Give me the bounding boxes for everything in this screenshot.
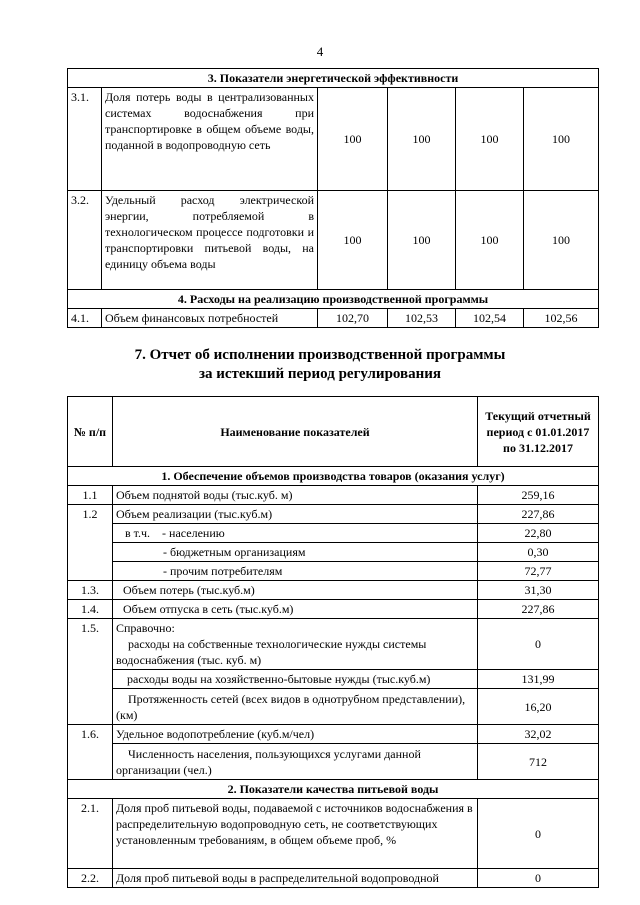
table-row	[68, 562, 599, 581]
table-row	[68, 744, 599, 780]
value-cell: 100	[456, 191, 524, 290]
value-cell: 100	[388, 88, 456, 191]
value-cell: 31,30	[478, 581, 599, 600]
row-description: Удельный расход электрической энергии, потребляемой в технологическом процессе подготовки и транспортировки питьевой воды, на единицу объема воды	[102, 191, 318, 290]
row-number: 1.3.	[68, 581, 113, 600]
value-cell: 0	[478, 619, 599, 670]
section-1-title: 1. Обеспечение объемов производства товаров (оказания услуг)	[68, 467, 599, 486]
value-cell: 0	[478, 799, 599, 869]
value-cell: 100	[524, 191, 599, 290]
row-number: 1.1	[68, 486, 113, 505]
table-row	[68, 600, 599, 619]
table-row	[68, 486, 599, 505]
value-cell: 102,53	[388, 309, 456, 328]
section-4-row	[68, 290, 599, 309]
value-cell: 0,30	[478, 543, 599, 562]
row-name: - прочим потребителям	[113, 562, 478, 581]
table-row	[68, 88, 599, 191]
row-number	[68, 524, 113, 543]
table-row	[68, 869, 599, 888]
row-name	[113, 619, 478, 670]
row-name: Доля проб питьевой воды в распределительной водопроводной	[113, 869, 478, 888]
value-cell: 227,86	[478, 600, 599, 619]
value-cell: 131,99	[478, 670, 599, 689]
row-number: 1.6.	[68, 725, 113, 744]
value-cell: 32,02	[478, 725, 599, 744]
section-2-row	[68, 780, 599, 799]
value-cell: 100	[318, 191, 388, 290]
value-cell: 100	[456, 88, 524, 191]
indicators-table	[67, 68, 599, 328]
report-heading	[0, 346, 640, 384]
value-cell: 16,20	[478, 689, 599, 725]
table-row	[68, 670, 599, 689]
row-number: 3.1.	[68, 88, 102, 191]
page-number: 4	[316, 44, 324, 59]
report-heading-line-1: 7. Отчет об исполнении производственной программы	[134, 347, 506, 363]
value-cell: 100	[318, 88, 388, 191]
table-row	[68, 581, 599, 600]
value-cell: 72,77	[478, 562, 599, 581]
header-number: № п/п	[68, 397, 113, 467]
header-period: Текущий отчетный период с 01.01.2017 по 31.12.2017	[478, 397, 599, 467]
value-cell: 259,16	[478, 486, 599, 505]
row-description: Доля потерь воды в централизованных системах водоснабжения при транспортировке в общем объеме воды, поданной в водопроводную сеть	[102, 88, 318, 191]
row-number: 4.1.	[68, 309, 102, 328]
reference-text: расходы на собственные технологические нужды системы водоснабжения (тыс. куб. м)	[116, 637, 427, 667]
row-number: 3.2.	[68, 191, 102, 290]
row-number	[68, 562, 113, 581]
section-1-row	[68, 467, 599, 486]
table-row	[68, 689, 599, 725]
header-name: Наименование показателей	[113, 397, 478, 467]
row-number: 1.5.	[68, 619, 113, 670]
value-cell: 102,56	[524, 309, 599, 328]
section-4-title: 4. Расходы на реализацию производственной программы	[68, 290, 599, 309]
value-cell: 102,54	[456, 309, 524, 328]
row-number	[68, 543, 113, 562]
header-row	[68, 397, 599, 467]
row-name: Объем отпуска в сеть (тыс.куб.м)	[113, 600, 478, 619]
section-2-title: 2. Показатели качества питьевой воды	[68, 780, 599, 799]
value-cell: 712	[478, 744, 599, 780]
row-name: расходы воды на хозяйственно-бытовые нужды (тыс.куб.м)	[113, 670, 478, 689]
row-description: Объем финансовых потребностей	[102, 309, 318, 328]
value-cell: 0	[478, 869, 599, 888]
table-row	[68, 619, 599, 670]
row-name: Доля проб питьевой воды, подаваемой с источников водоснабжения в распределительную водопроводную сеть, не соответствующих установленным требованиям, в общем объеме проб, %	[113, 799, 478, 869]
row-name: Объем поднятой воды (тыс.куб. м)	[113, 486, 478, 505]
value-cell: 100	[388, 191, 456, 290]
row-number	[68, 670, 113, 689]
table-row	[68, 799, 599, 869]
row-number: 1.2	[68, 505, 113, 524]
row-name: Объем реализации (тыс.куб.м)	[113, 505, 478, 524]
row-name: - бюджетным организациям	[113, 543, 478, 562]
table-row	[68, 543, 599, 562]
row-number: 1.4.	[68, 600, 113, 619]
table-row	[68, 725, 599, 744]
row-name: Удельное водопотребление (куб.м/чел)	[113, 725, 478, 744]
row-number	[68, 689, 113, 725]
table-row	[68, 309, 599, 328]
row-number: 2.2.	[68, 869, 113, 888]
table-row	[68, 524, 599, 543]
row-name: Протяженность сетей (всех видов в однотрубном представлении), (км)	[113, 689, 478, 725]
value-cell: 100	[524, 88, 599, 191]
row-name: в т.ч. - населению	[113, 524, 478, 543]
row-number: 2.1.	[68, 799, 113, 869]
row-name: Численность населения, пользующихся услугами данной организации (чел.)	[113, 744, 478, 780]
section-3-row	[68, 69, 599, 88]
row-number	[68, 744, 113, 780]
report-heading-line-2: за истекший период регулирования	[198, 366, 442, 382]
report-table	[67, 396, 599, 888]
table-row	[68, 505, 599, 524]
value-cell: 102,70	[318, 309, 388, 328]
value-cell: 227,86	[478, 505, 599, 524]
value-cell: 22,80	[478, 524, 599, 543]
section-3-title: 3. Показатели энергетической эффективности	[68, 69, 599, 88]
reference-label: Справочно:	[116, 621, 175, 635]
row-name: Объем потерь (тыс.куб.м)	[113, 581, 478, 600]
table-row	[68, 191, 599, 290]
